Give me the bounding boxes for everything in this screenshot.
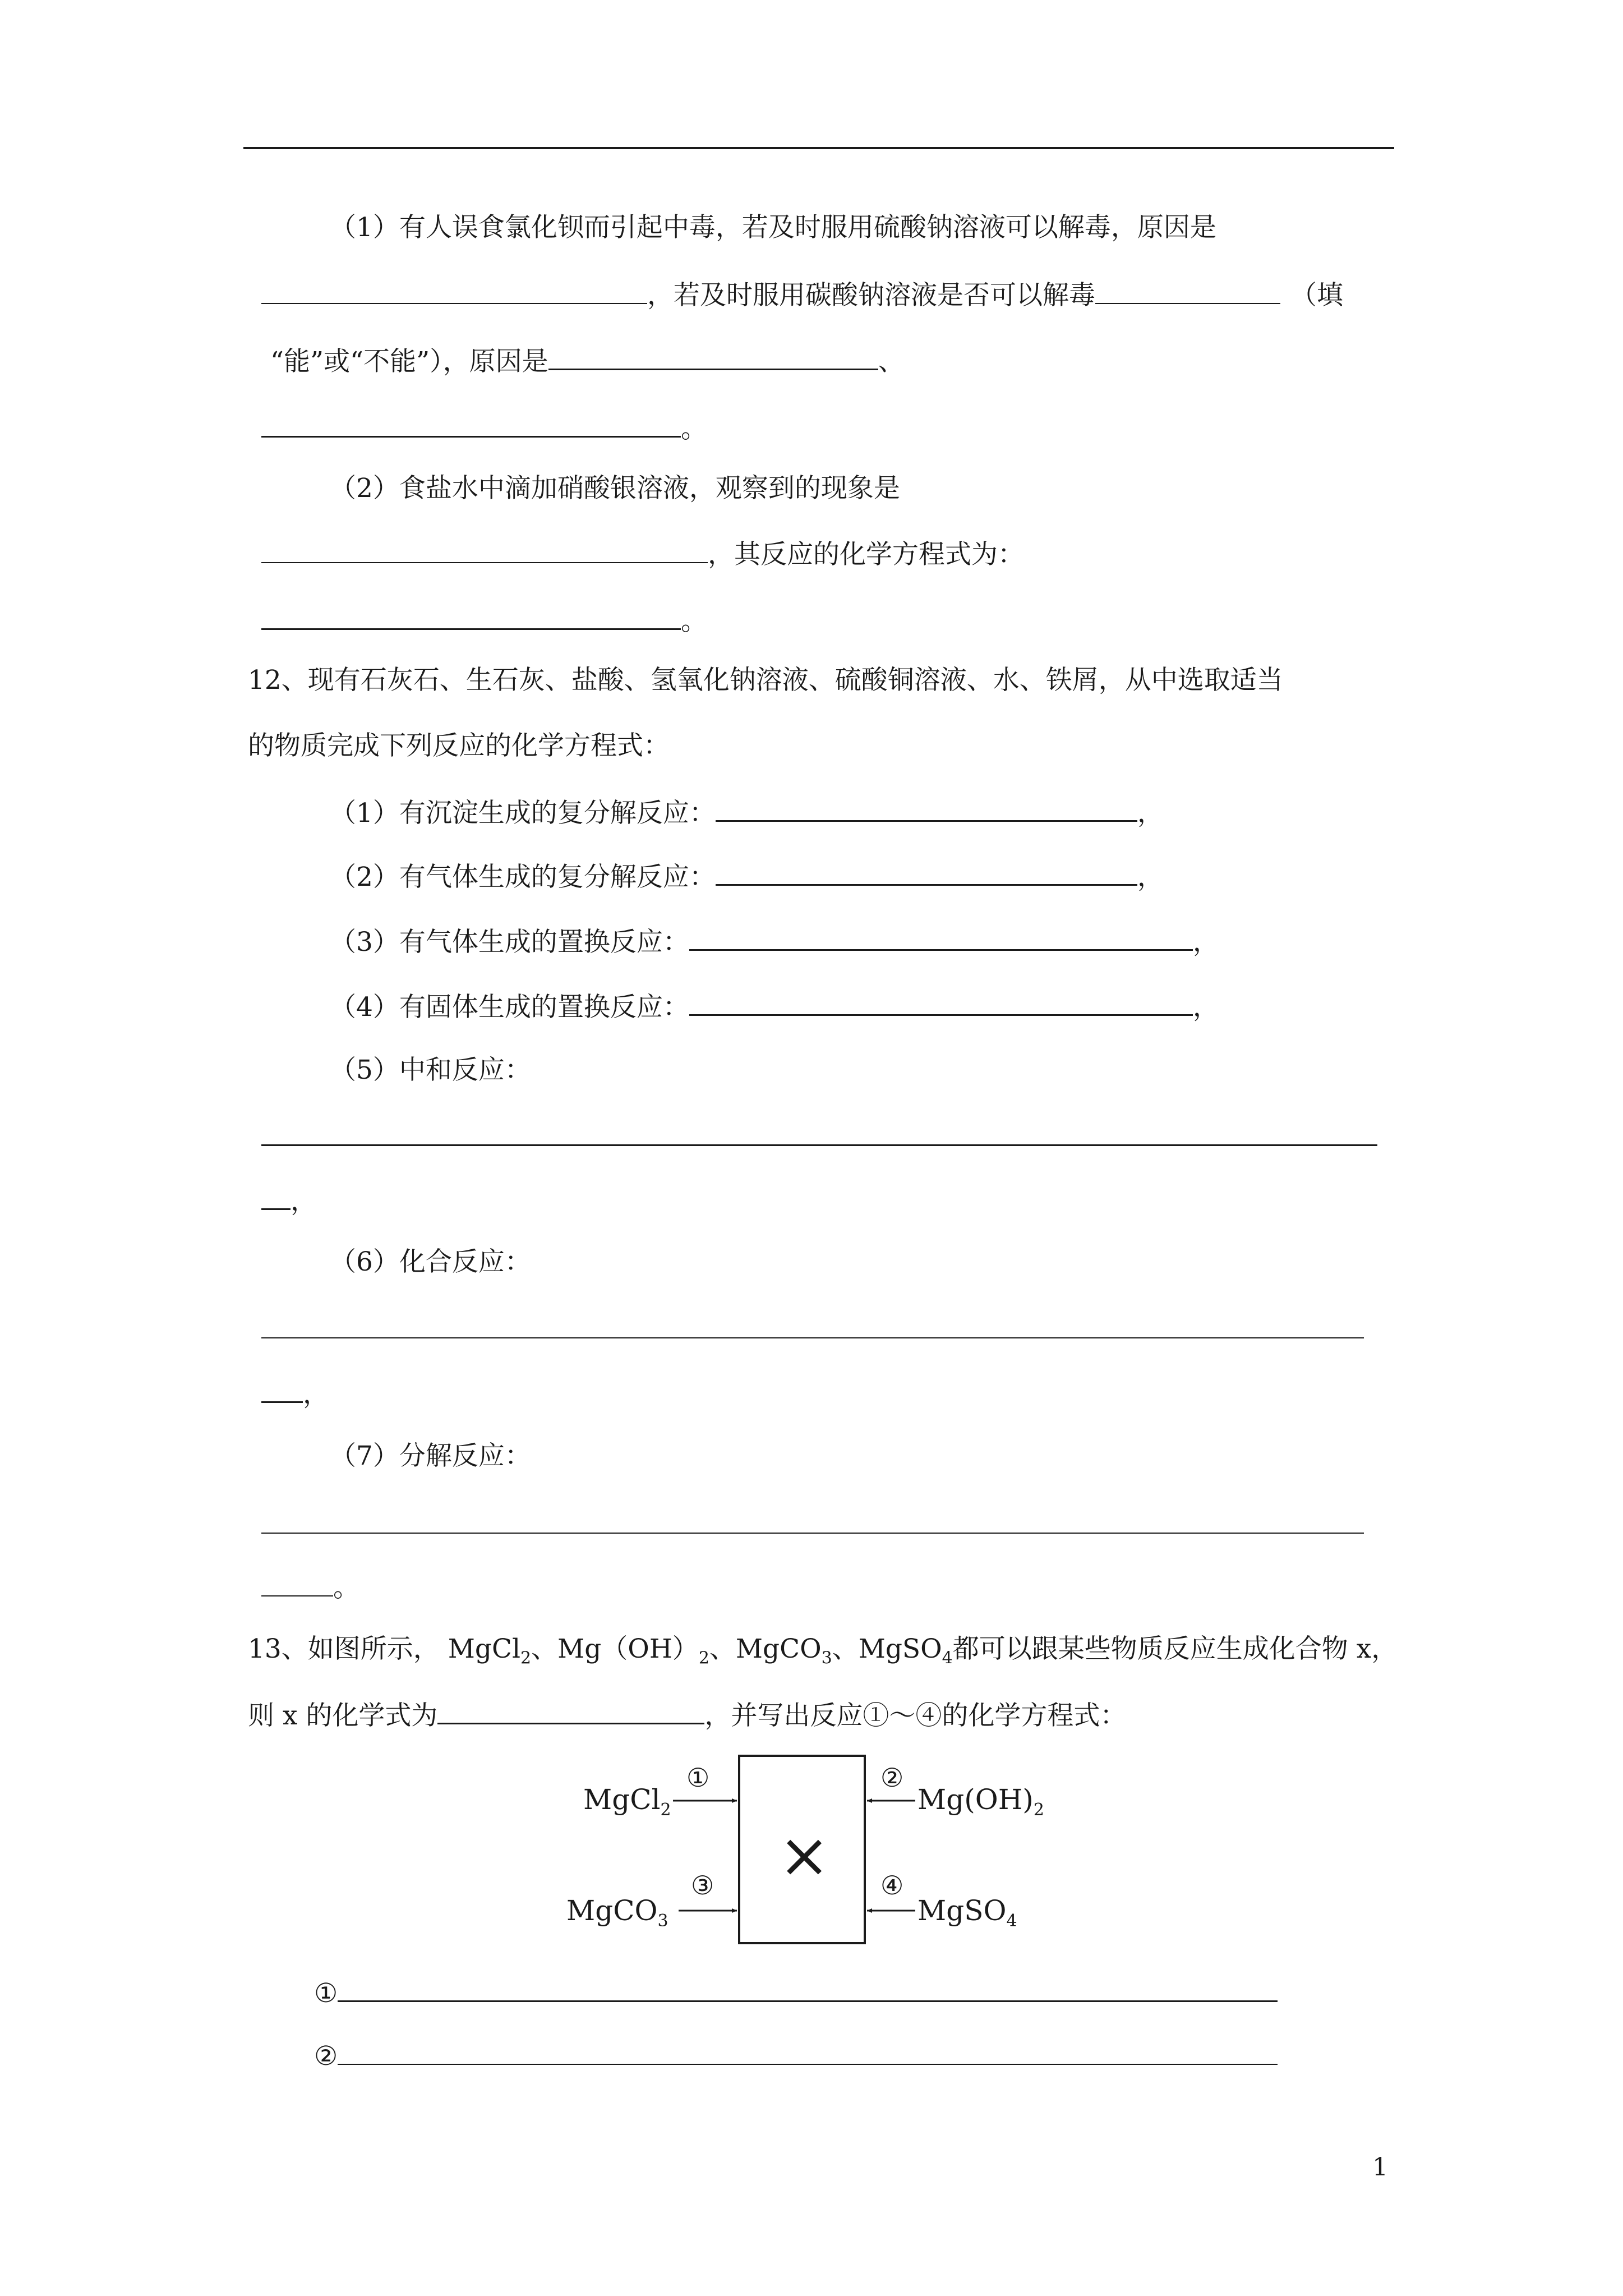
answer-blank[interactable] (261, 411, 681, 438)
label-mgso4: MgSO$_4$ (917, 1894, 1017, 1931)
answer-line[interactable] (261, 1337, 1364, 1338)
label-mgcl2: MgCl$_2$ (583, 1783, 671, 1820)
q12-stem-line1: 12、现有石灰石、生石灰、盐酸、氢氧化钠溶液、硫酸铜溶液、水、铁屑，从中选取适当 (248, 665, 1283, 696)
q12-item-1: （1）有沉淀生成的复分解反应： ， (330, 795, 1164, 830)
answer-blank[interactable] (689, 924, 1193, 951)
mark-2: ② (880, 1763, 904, 1793)
answer-blank[interactable] (338, 1976, 1278, 2002)
q12-item-6-end: ， (261, 1377, 329, 1411)
q11-part1-line1: （1）有人误食氯化钡而引起中毒，若及时服用硫酸钠溶液可以解毒，原因是 (330, 212, 1216, 243)
label-mgco3: MgCO$_3$ (566, 1894, 668, 1931)
mark-1: ① (686, 1763, 710, 1793)
q13-answer-2: ② (314, 2039, 1278, 2073)
answer-blank[interactable] (689, 990, 1193, 1016)
header-rule (243, 147, 1394, 149)
answer-blank[interactable] (261, 537, 708, 563)
mark-4: ④ (880, 1870, 904, 1901)
reaction-diagram (566, 1750, 1071, 1952)
unknown-x-mark: × (778, 1819, 831, 1891)
q12-item-5-end: ， (261, 1184, 317, 1218)
q13-stem-line2: 则 x 的化学式为 ，并写出反应①～④的化学方程式： (248, 1698, 1126, 1733)
answer-line[interactable] (261, 1144, 1377, 1146)
q12-item-6-label: （6）化合反应： (330, 1246, 531, 1277)
answer-blank[interactable] (338, 2039, 1278, 2065)
q11-part2-line2: ，其反应的化学方程式为： (261, 537, 1024, 572)
mark-3: ③ (691, 1870, 714, 1901)
q11-part1-line2: ，若及时服用碳酸钠溶液是否可以解毒 （填 (261, 278, 1343, 312)
q12-item-4: （4）有固体生成的置换反应： ， (330, 990, 1219, 1024)
q12-item-5-label: （5）中和反应： (330, 1055, 531, 1085)
q13-answer-1: ① (314, 1976, 1278, 2010)
q13-stem-line1: 13、如图所示， MgCl$_2$、$Mg(OH)_2$、MgCO$_3$、MgSO$_4$都可以跟某些物质反应生成化合物 x， (248, 1634, 1398, 1668)
q12-item-3: （3）有气体生成的置换反应： ， (330, 924, 1219, 959)
label-mgoh2: $Mg(OH)_2$ (917, 1783, 1044, 1820)
q13-formula-list: MgCl$_2$、$Mg(OH)_2$、MgCO$_3$、MgSO$_4$ (448, 1634, 953, 1668)
answer-blank[interactable] (716, 859, 1137, 886)
q11-part2-line3: 。 (261, 604, 707, 638)
answer-blank[interactable] (261, 1571, 333, 1596)
q11-part1-line3: “能”或“不能”），原因是 、 (270, 344, 905, 379)
q11-part2-line1: （2）食盐水中滴加硝酸银溶液，观察到的现象是 (330, 473, 900, 504)
answer-blank[interactable] (716, 795, 1137, 822)
q12-item-2: （2）有气体生成的复分解反应： ， (330, 859, 1164, 894)
q11-part1-line4: 。 (261, 411, 707, 446)
answer-blank[interactable] (437, 1698, 704, 1724)
answer-line[interactable] (261, 1533, 1364, 1534)
page-number: 1 (1372, 2153, 1388, 2182)
answer-blank[interactable] (261, 278, 647, 304)
answer-blank[interactable] (261, 1377, 303, 1403)
answer-blank[interactable] (548, 344, 878, 370)
q12-item-7-label: （7）分解反应： (330, 1441, 531, 1471)
answer-blank[interactable] (1095, 278, 1280, 304)
answer-blank[interactable] (261, 1184, 291, 1210)
q12-item-7-end: 。 (261, 1571, 359, 1605)
q12-stem-line2: 的物质完成下列反应的化学方程式： (248, 730, 670, 761)
answer-blank[interactable] (261, 604, 681, 630)
